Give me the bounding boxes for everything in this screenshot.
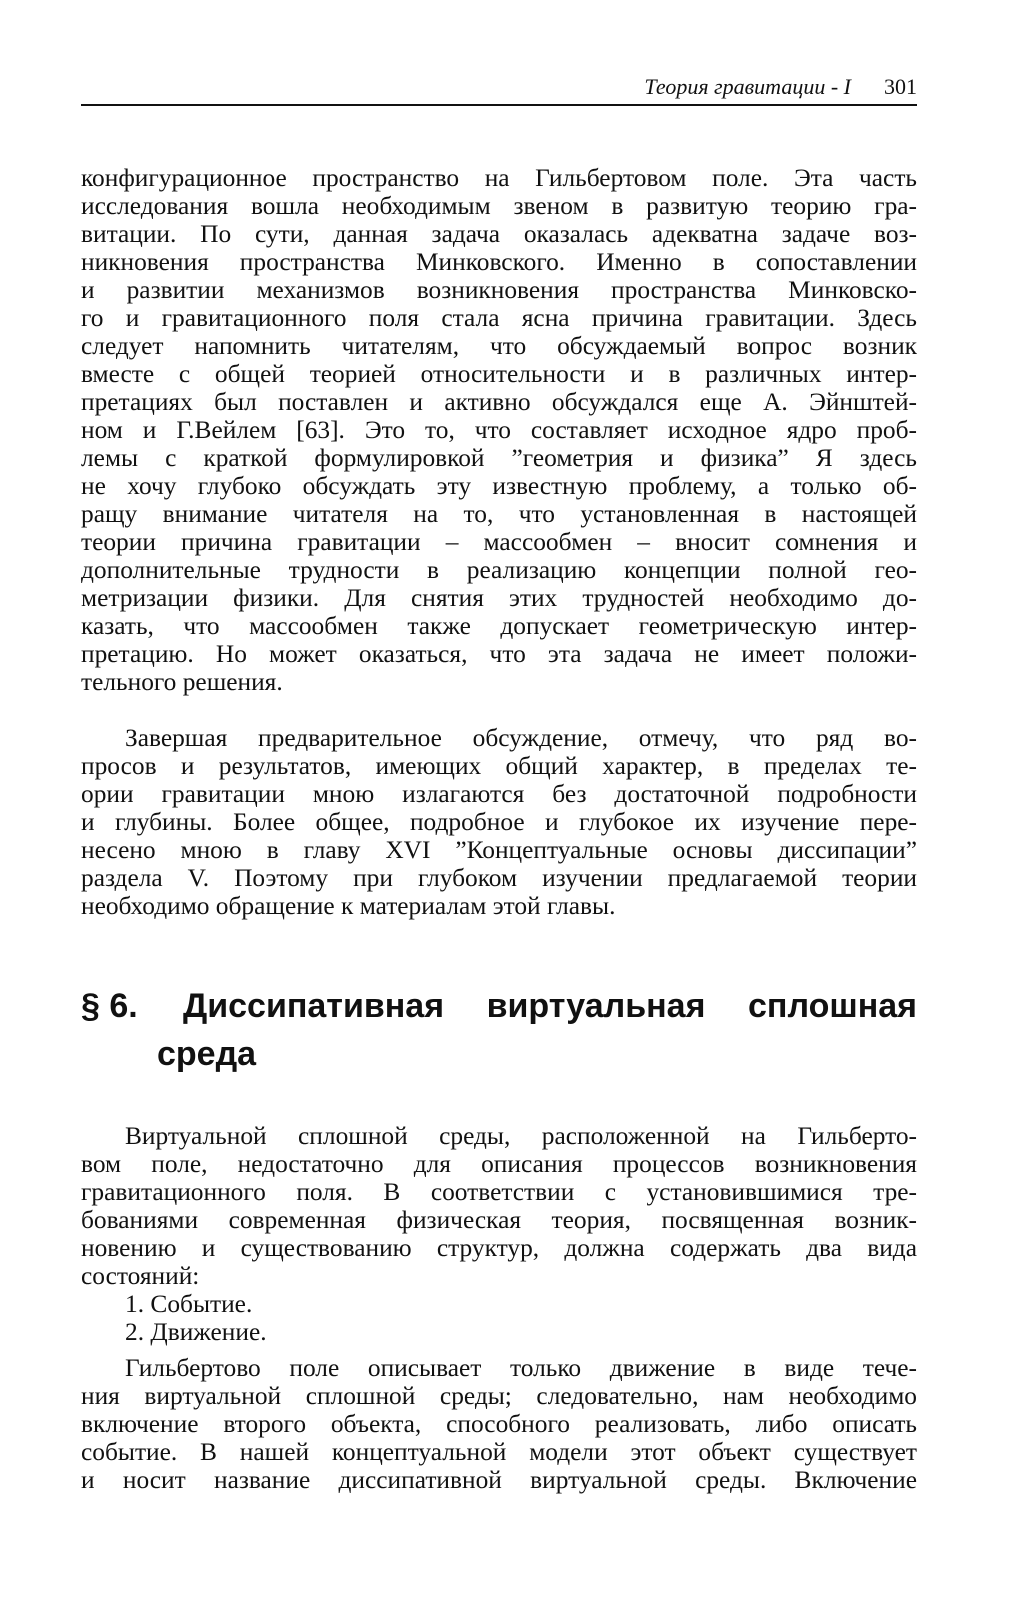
text-line: новению и существованию структур, должна содержать два вида — [81, 1234, 917, 1262]
running-header — [81, 72, 917, 102]
text-line: дополнительные трудности в реализацию концепции полной гео- — [81, 556, 917, 584]
text-line: Гильбертово поле описывает только движение в виде тече- — [125, 1354, 917, 1382]
text-line: лемы с краткой формулировкой ”геометрия и физика” Я здесь — [81, 444, 917, 472]
text-line: следует напомнить читателям, что обсуждаемый вопрос возник — [81, 332, 917, 360]
text-line: раздела V. Поэтому при глубоком изучении предлагаемой теории — [81, 864, 917, 892]
text-line: несено мною в главу XVI ”Концептуальные основы диссипации” — [81, 836, 917, 864]
section-heading — [81, 982, 917, 1082]
text-line: теории причина гравитации – массообмен – вносит сомнения и — [81, 528, 917, 556]
text-line: витации. По сути, данная задача оказалась адекватна задаче воз- — [81, 220, 917, 248]
text-line: тельного решения. — [81, 668, 283, 696]
paragraph-2 — [81, 724, 917, 920]
text-line: ории гравитации мною излагаются без достаточной подробности — [81, 780, 917, 808]
text-line: включение второго объекта, способного реализовать, либо описать — [81, 1410, 917, 1438]
section-title — [157, 982, 917, 1078]
section-number: § 6. — [81, 987, 138, 1025]
text-line: ращу внимание читателя на то, что установленная в настоящей — [81, 500, 917, 528]
running-title: Теория гравитации - I — [644, 74, 851, 99]
text-line: никновения пространства Минковского. Именно в сопоставлении — [81, 248, 917, 276]
text-line: просов и результатов, имеющих общий характер, в пределах те- — [81, 752, 917, 780]
text-line: Завершая предварительное обсуждение, отмечу, что ряд во- — [125, 724, 917, 752]
text-line: казать, что массообмен также допускает геометрическую интер- — [81, 612, 917, 640]
list-item: 1. Событие. — [125, 1290, 253, 1318]
closing-paragraph — [81, 1354, 917, 1494]
paragraph-1 — [81, 164, 917, 696]
text-line: состояний: — [81, 1262, 200, 1290]
text-line: метризации физики. Для снятия этих трудностей необходимо до- — [81, 584, 917, 612]
page-number: 301 — [884, 74, 917, 99]
text-line: претациях был поставлен и активно обсуждался еще А. Эйнштей- — [81, 388, 917, 416]
section-title-line: Диссипативная виртуальная сплошная — [183, 987, 917, 1025]
text-line: претацию. Но может оказаться, что эта задача не имеет положи- — [81, 640, 917, 668]
text-line: и глубины. Более общее, подробное и глубокое их изучение пере- — [81, 808, 917, 836]
list-item: 2. Движение. — [125, 1318, 267, 1346]
text-line: вместе с общей теорией относительности и в различных интер- — [81, 360, 917, 388]
section-title-line: среда — [157, 1035, 257, 1073]
section-paragraph-1 — [81, 1122, 917, 1290]
text-line: необходимо обращение к материалам этой главы. — [81, 892, 616, 920]
text-line: Виртуальной сплошной среды, расположенной на Гильберто- — [125, 1122, 917, 1150]
text-line: исследования вошла необходимым звеном в развитую теорию гра- — [81, 192, 917, 220]
text-line: ном и Г.Вейлем [63]. Это то, что составляет исходное ядро проб- — [81, 416, 917, 444]
text-line: конфигурационное пространство на Гильбертовом поле. Эта часть — [81, 164, 917, 192]
text-line: бованиями современная физическая теория, посвященная возник- — [81, 1206, 917, 1234]
header-rule — [81, 104, 917, 106]
text-line: и развитии механизмов возникновения пространства Минковско- — [81, 276, 917, 304]
text-line: и носит название диссипативной виртуальной среды. Включение — [81, 1466, 917, 1494]
text-line: гравитационного поля. В соответствии с установившимися тре- — [81, 1178, 917, 1206]
text-line: ния виртуальной сплошной среды; следовательно, нам необходимо — [81, 1382, 917, 1410]
numbered-list — [81, 1290, 917, 1346]
text-line: вом поле, недостаточно для описания процессов возникновения — [81, 1150, 917, 1178]
text-line: не хочу глубоко обсуждать эту известную проблему, а только об- — [81, 472, 917, 500]
text-line: го и гравитационного поля стала ясна причина гравитации. Здесь — [81, 304, 917, 332]
text-line: событие. В нашей концептуальной модели этот объект существует — [81, 1438, 917, 1466]
